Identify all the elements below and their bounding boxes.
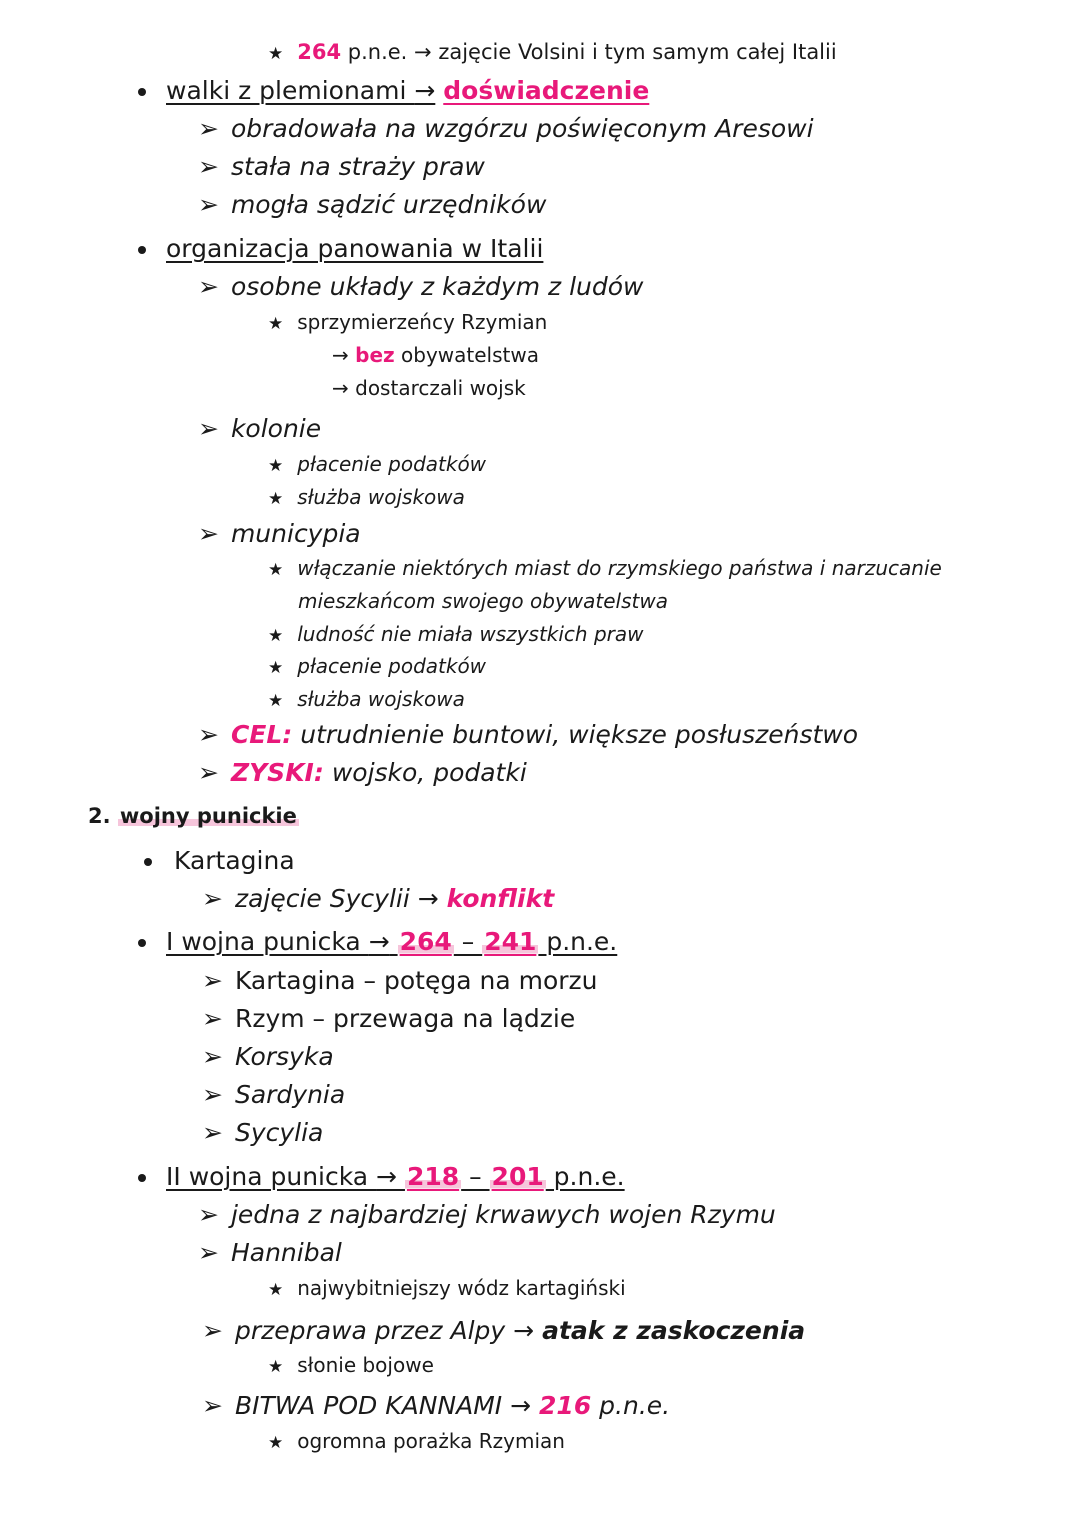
list-item: ➢ osobne układy z każdym z ludów [198, 272, 644, 301]
right-arrow-icon: → [513, 1316, 535, 1345]
list-item: ➢ obradowała na wzgórzu poświęconym Aresowi [198, 114, 814, 143]
heading-kartagina: Kartagina [174, 846, 295, 875]
list-item: ➢ municypia [198, 519, 361, 548]
heading-war1: I wojna punicka → 264 – 241 p.n.e. [166, 927, 618, 956]
list-item: ➢ Hannibal [198, 1238, 342, 1267]
right-arrow-icon: → [414, 76, 436, 105]
arrowhead-bullet-icon: ➢ [198, 1200, 219, 1229]
star-bullet-icon: ★ [268, 489, 284, 509]
star-item: ★ ludność nie miała wszystkich praw [268, 622, 644, 646]
star-bullet-icon: ★ [268, 626, 284, 646]
arrowhead-bullet-icon: ➢ [202, 1118, 223, 1147]
arrowhead-bullet-icon: ➢ [198, 272, 219, 301]
arrowhead-bullet-icon: ➢ [202, 884, 223, 913]
section-title: 2. wojny punickie [88, 804, 297, 828]
star-item: ★ służba wojskowa [268, 485, 465, 509]
right-arrow-icon: → [414, 40, 432, 64]
star-bullet-icon: ★ [268, 560, 284, 580]
list-item: ➢ przeprawa przez Alpy → atak z zaskoczenia [202, 1316, 806, 1345]
right-arrow-icon: → [332, 376, 349, 400]
right-arrow-icon: → [510, 1391, 532, 1420]
star-item: ★ służba wojskowa [268, 687, 465, 711]
bullet-dot-icon [144, 858, 152, 866]
star-item-264: ★ 264 p.n.e. → zajęcie Volsini i tym samym całej Italii [268, 40, 837, 64]
star-bullet-icon: ★ [268, 658, 284, 678]
heading-organizacja: organizacja panowania w Italii [166, 234, 544, 263]
arrowhead-bullet-icon: ➢ [202, 1391, 223, 1420]
list-item: ➢ Korsyka [202, 1042, 334, 1071]
list-item: ➢ BITWA POD KANNAMI → 216 p.n.e. [202, 1391, 671, 1420]
list-item: ➢ Kartagina – potęga na morzu [202, 966, 598, 995]
arrowhead-bullet-icon: ➢ [198, 114, 219, 143]
star-bullet-icon: ★ [268, 691, 284, 711]
arrowhead-bullet-icon: ➢ [202, 1004, 223, 1033]
arrowhead-bullet-icon: ➢ [198, 720, 219, 749]
list-item: ➢ zajęcie Sycylii → konflikt [202, 884, 555, 913]
star-item: ★ włączanie niektórych miast do rzymskiego państwa i narzucanie [268, 556, 942, 580]
star-item: ★ słonie bojowe [268, 1353, 434, 1377]
arrowhead-bullet-icon: ➢ [198, 414, 219, 443]
star-item: ★ płacenie podatków [268, 452, 487, 476]
star-bullet-icon: ★ [268, 44, 284, 64]
list-item: ➢ stała na straży praw [198, 152, 485, 181]
zyski-item: ➢ ZYSKI: wojsko, podatki [198, 758, 527, 787]
arrowhead-bullet-icon: ➢ [202, 966, 223, 995]
star-item-continuation: mieszkańcom swojego obywatelstwa [298, 589, 668, 613]
star-bullet-icon: ★ [268, 1433, 284, 1453]
right-arrow-icon: → [332, 343, 349, 367]
arrowhead-bullet-icon: ➢ [198, 1238, 219, 1267]
bullet-dot-icon [138, 246, 146, 254]
star-bullet-icon: ★ [268, 456, 284, 476]
arrowhead-bullet-icon: ➢ [198, 519, 219, 548]
star-bullet-icon: ★ [268, 1357, 284, 1377]
arrowhead-bullet-icon: ➢ [198, 152, 219, 181]
star-item: ★ płacenie podatków [268, 654, 487, 678]
bullet-dot-icon [138, 1174, 146, 1182]
arrow-item: → dostarczali wojsk [332, 376, 526, 400]
list-item: ➢ Sycylia [202, 1118, 324, 1147]
list-item: ➢ Rzym – przewaga na lądzie [202, 1004, 576, 1033]
arrowhead-bullet-icon: ➢ [198, 190, 219, 219]
right-arrow-icon: → [417, 884, 439, 913]
arrowhead-bullet-icon: ➢ [202, 1042, 223, 1071]
heading-walki: walki z plemionami → doświadczenie [166, 76, 650, 105]
cel-item: ➢ CEL: utrudnienie buntowi, większe posłuszeństwo [198, 720, 859, 749]
list-item: ➢ kolonie [198, 414, 322, 443]
arrowhead-bullet-icon: ➢ [202, 1080, 223, 1109]
right-arrow-icon: → [376, 1162, 397, 1191]
arrow-item: → bez obywatelstwa [332, 343, 539, 367]
list-item: ➢ Sardynia [202, 1080, 346, 1109]
star-item: ★ ogromna porażka Rzymian [268, 1429, 565, 1453]
star-item: ★ najwybitniejszy wódz kartagiński [268, 1276, 626, 1300]
list-item: ➢ jedna z najbardziej krwawych wojen Rzymu [198, 1200, 776, 1229]
star-item: ★ sprzymierzeńcy Rzymian [268, 310, 548, 334]
arrowhead-bullet-icon: ➢ [198, 758, 219, 787]
arrowhead-bullet-icon: ➢ [202, 1316, 223, 1345]
right-arrow-icon: → [368, 927, 390, 956]
list-item: ➢ mogła sądzić urzędników [198, 190, 547, 219]
star-bullet-icon: ★ [268, 1280, 284, 1300]
heading-war2: II wojna punicka → 218 – 201 p.n.e. [166, 1162, 625, 1191]
bullet-dot-icon [138, 88, 146, 96]
star-bullet-icon: ★ [268, 314, 284, 334]
bullet-dot-icon [138, 939, 146, 947]
